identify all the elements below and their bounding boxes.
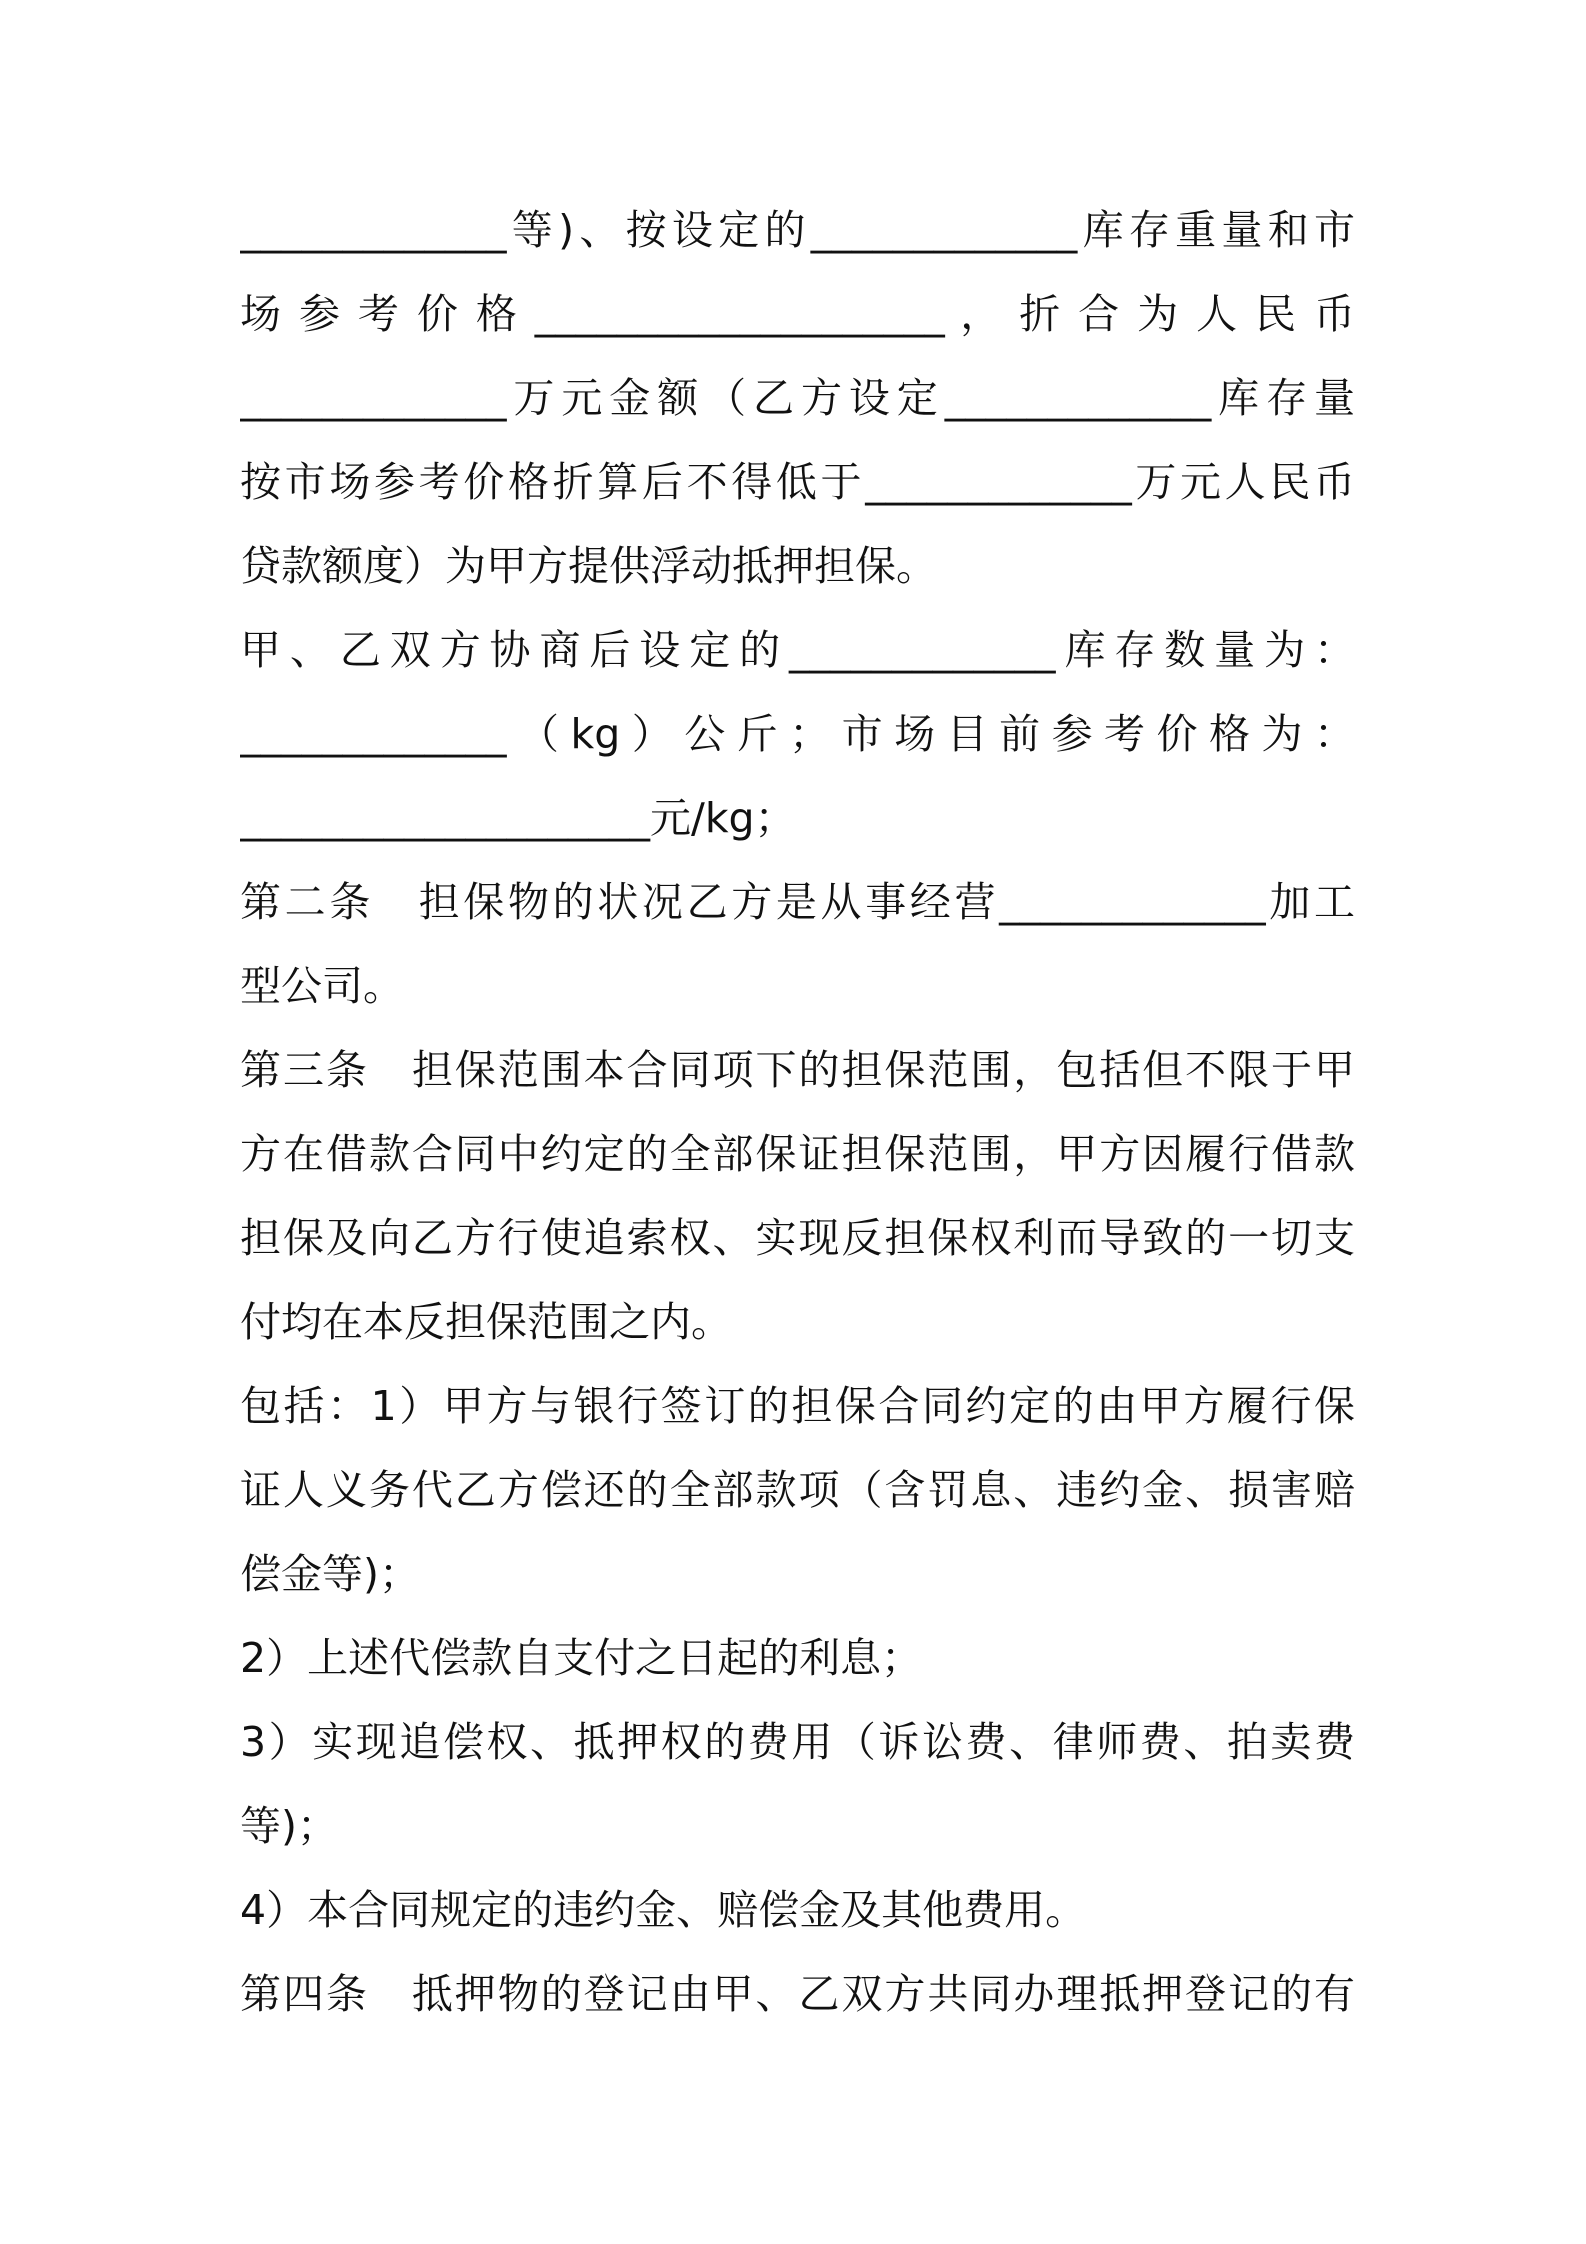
text-line <box>240 1038 1355 1122</box>
text-line <box>240 450 1355 534</box>
line-text: 担保及向乙方行使追索权、实现反担保权利而导致的一切支 <box>240 1214 1355 1262</box>
text-line <box>240 1122 1355 1206</box>
line-text: 场 参 考 价 格 ____________________ ， 折 合 为 人 民 币 <box>240 290 1355 338</box>
document-body <box>240 198 1355 2046</box>
text-line <box>240 282 1355 366</box>
text-line <box>240 1794 1355 1878</box>
line-text: _____________等)、按设定的_____________库存重量和市 <box>240 206 1355 254</box>
text-line <box>240 954 1355 1038</box>
line-text: 付均在本反担保范围之内。 <box>240 1298 732 1346</box>
line-text: _____________（kg）公斤；市场目前参考价格为： <box>240 710 1355 758</box>
text-line <box>240 702 1355 786</box>
line-text: ____________________元/kg； <box>240 794 796 842</box>
line-text: 贷款额度）为甲方提供浮动抵押担保。 <box>240 542 937 590</box>
text-line <box>240 786 1355 870</box>
line-text: 等)； <box>240 1802 338 1850</box>
line-text: 第四条 抵押物的登记由甲、乙双方共同办理抵押登记的有 <box>240 1970 1355 2018</box>
line-text: 包括：1）甲方与银行签订的担保合同约定的由甲方履行保 <box>240 1382 1355 1430</box>
line-text: 按市场参考价格折算后不得低于_____________万元人民币 <box>240 458 1355 506</box>
line-text: 3）实现追偿权、抵押权的费用（诉讼费、律师费、拍卖费 <box>240 1718 1355 1766</box>
line-text: 偿金等)； <box>240 1550 420 1598</box>
line-text: 方在借款合同中约定的全部保证担保范围，甲方因履行借款 <box>240 1130 1355 1178</box>
text-line <box>240 198 1355 282</box>
text-line <box>240 1374 1355 1458</box>
text-line <box>240 618 1355 702</box>
text-line <box>240 1962 1355 2046</box>
line-text: 型公司。 <box>240 962 404 1010</box>
text-line <box>240 870 1355 954</box>
line-text: 甲、乙双方协商后设定的_____________库存数量为： <box>240 626 1355 674</box>
line-text: _____________万元金额（乙方设定_____________库存量 <box>240 374 1355 422</box>
text-line <box>240 1710 1355 1794</box>
line-text: 2）上述代偿款自支付之日起的利息； <box>240 1634 923 1682</box>
text-line <box>240 1542 1355 1626</box>
line-text: 4）本合同规定的违约金、赔偿金及其他费用。 <box>240 1886 1087 1934</box>
line-text: 第三条 担保范围本合同项下的担保范围，包括但不限于甲 <box>240 1046 1355 1094</box>
text-line <box>240 1458 1355 1542</box>
text-line <box>240 1206 1355 1290</box>
text-line <box>240 534 1355 618</box>
line-text: 第二条 担保物的状况乙方是从事经营_____________加工 <box>240 878 1355 926</box>
line-text: 证人义务代乙方偿还的全部款项（含罚息、违约金、损害赔 <box>240 1466 1355 1514</box>
text-line <box>240 1626 1355 1710</box>
text-line <box>240 366 1355 450</box>
text-line <box>240 1878 1355 1962</box>
text-line <box>240 1290 1355 1374</box>
